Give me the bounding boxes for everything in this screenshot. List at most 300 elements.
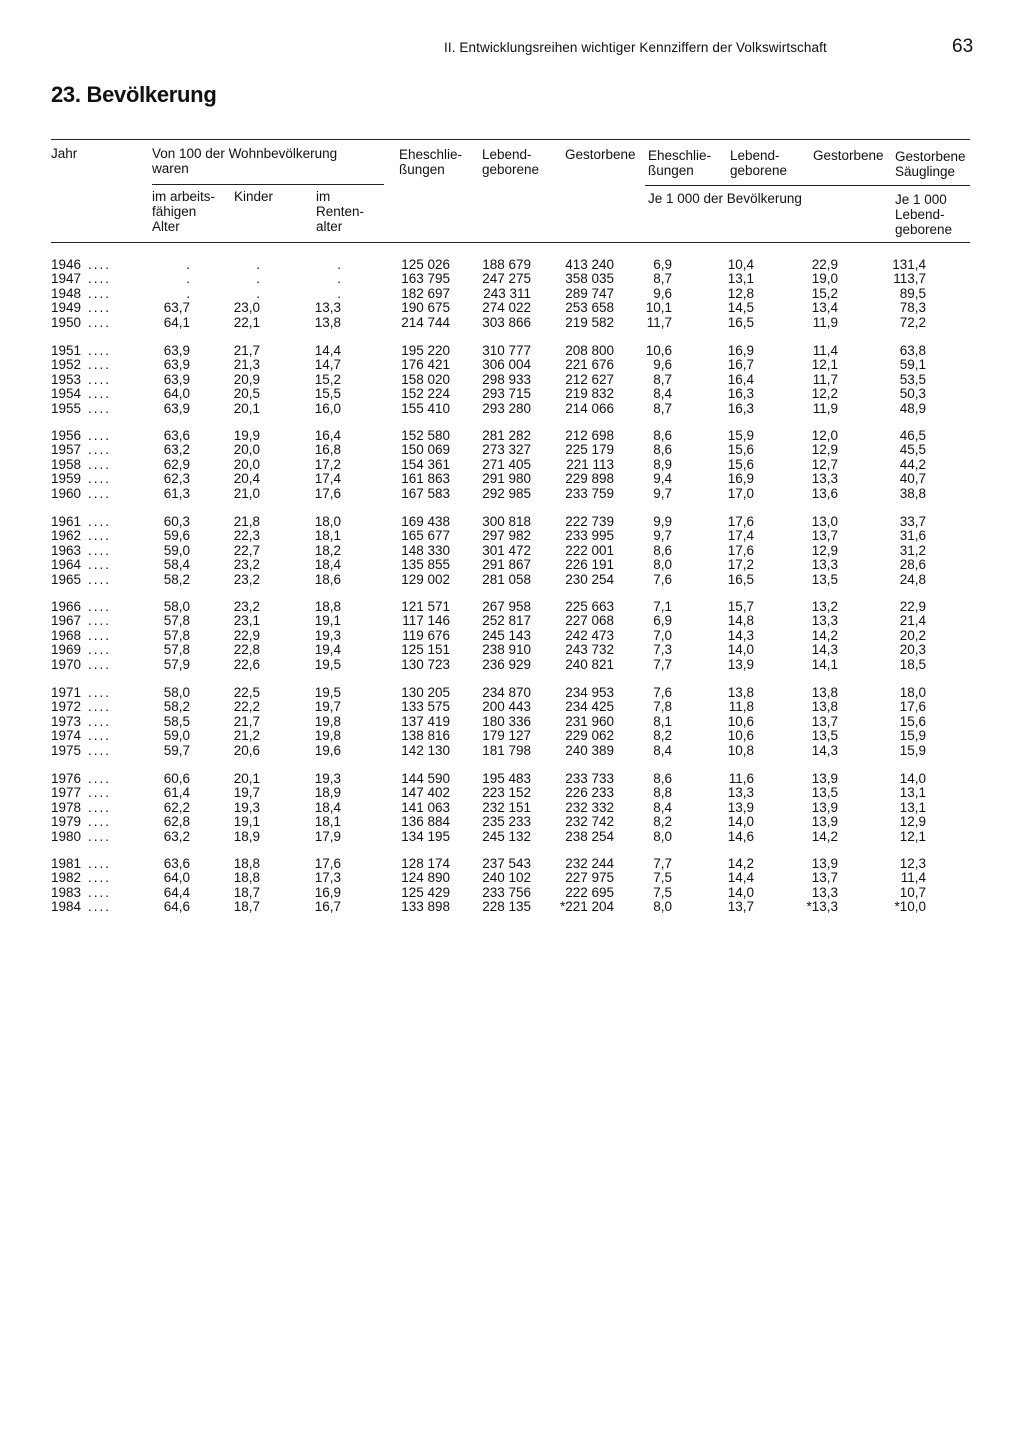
year-cell: 1949: [51, 300, 82, 316]
infant-death-cell: 38,8: [899, 485, 926, 501]
children-cell: 21,7: [233, 713, 260, 729]
children-cell: 21,8: [233, 514, 260, 529]
deaths-cell: 232 332: [565, 799, 614, 815]
marriage-rate-cell: 10,1: [645, 300, 672, 316]
marriages-cell: 169 438: [401, 514, 450, 529]
table-row: [0, 786, 1024, 800]
birth-rate-cell: 17,6: [727, 514, 754, 529]
live-births-cell: 281 282: [482, 428, 531, 443]
marriage-rate-cell: 8,6: [653, 771, 672, 786]
live-births-cell: 252 817: [482, 613, 531, 629]
birth-rate-cell: 15,6: [727, 442, 754, 458]
working-age-cell: .: [186, 285, 190, 301]
column-headers: [0, 140, 1024, 246]
marriages-cell: 195 220: [401, 343, 450, 358]
working-age-cell: 59,7: [163, 742, 190, 758]
birth-rate-cell: 14,2: [727, 856, 754, 871]
children-cell: 18,8: [233, 856, 260, 871]
live-births-cell: 234 870: [482, 685, 531, 700]
table-row: [0, 472, 1024, 486]
year-cell: 1970: [51, 656, 82, 672]
deaths-cell: 238 254: [565, 828, 614, 844]
pension-age-cell: 19,5: [314, 685, 341, 700]
live-births-cell: 292 985: [482, 485, 531, 501]
birth-rate-cell: 17,0: [727, 485, 754, 501]
working-age-cell: 64,0: [163, 386, 190, 402]
death-rate-cell: 12,7: [811, 456, 838, 472]
deaths-cell: 413 240: [565, 257, 614, 272]
birth-rate-cell: 15,6: [727, 456, 754, 472]
marriage-rate-cell: 10,6: [645, 343, 672, 358]
leader-dots: ....: [88, 314, 112, 330]
deaths-cell: 222 739: [565, 514, 614, 529]
children-cell: 22,9: [233, 627, 260, 643]
table-row: [0, 487, 1024, 501]
year-cell: 1963: [51, 542, 82, 558]
leader-dots: ....: [88, 371, 112, 387]
birth-rate-cell: 14,4: [727, 870, 754, 886]
pension-age-cell: 18,9: [314, 785, 341, 801]
working-age-cell: 63,6: [163, 856, 190, 871]
infant-death-cell: 45,5: [899, 442, 926, 458]
death-rate-cell: 12,9: [811, 442, 838, 458]
marriages-cell: 150 069: [401, 442, 450, 458]
table-row: [0, 643, 1024, 657]
marriage-rate-cell: 8,9: [653, 456, 672, 472]
table-row: [0, 344, 1024, 358]
marriages-cell: 125 429: [401, 884, 450, 900]
live-births-cell: 179 127: [482, 728, 531, 744]
children-cell: 22,2: [233, 699, 260, 715]
table-row: [0, 301, 1024, 315]
table-row: [0, 558, 1024, 572]
death-rate-cell: 13,3: [811, 613, 838, 629]
marriage-rate-cell: 9,9: [653, 514, 672, 529]
row-group: [0, 258, 1024, 338]
year-cell: 1954: [51, 386, 82, 402]
deaths-cell: 233 759: [565, 485, 614, 501]
pension-age-cell: 14,7: [314, 357, 341, 373]
leader-dots: ....: [88, 442, 112, 458]
marriages-cell: 133 898: [401, 899, 450, 915]
marriage-rate-cell: 9,6: [653, 357, 672, 373]
year-cell: 1965: [51, 571, 82, 587]
pension-age-cell: 17,6: [314, 856, 341, 871]
marriages-cell: 117 146: [402, 613, 450, 629]
pension-age-cell: 16,8: [314, 442, 341, 458]
marriage-rate-cell: 8,4: [653, 386, 672, 402]
col-head-per-1000-population: Je 1 000 der Bevölkerung: [648, 191, 802, 206]
working-age-cell: 57,8: [163, 642, 190, 658]
birth-rate-cell: 13,7: [727, 899, 754, 915]
leader-dots: ....: [88, 699, 112, 715]
year-cell: 1978: [51, 799, 82, 815]
marriage-rate-cell: 6,9: [653, 257, 672, 272]
infant-death-cell: 12,9: [899, 814, 926, 830]
death-rate-cell: 14,1: [811, 656, 838, 672]
live-births-cell: 188 679: [482, 257, 531, 272]
pension-age-cell: 17,6: [314, 485, 341, 501]
death-rate-cell: 13,9: [811, 771, 838, 786]
marriage-rate-cell: 6,9: [653, 613, 672, 629]
leader-dots: ....: [88, 728, 112, 744]
children-cell: 22,8: [233, 642, 260, 658]
live-births-cell: 245 132: [482, 828, 531, 844]
working-age-cell: 57,8: [163, 627, 190, 643]
death-rate-cell: 14,2: [811, 828, 838, 844]
marriage-rate-cell: 7,8: [653, 699, 672, 715]
leader-dots: ....: [88, 528, 112, 544]
year-cell: 1955: [51, 400, 82, 416]
leader-dots: ....: [88, 685, 112, 700]
row-group: [0, 600, 1024, 680]
deaths-cell: 230 254: [565, 571, 614, 587]
table-row: [0, 573, 1024, 587]
marriage-rate-cell: 8,0: [653, 557, 672, 573]
marriages-cell: 121 571: [401, 599, 450, 614]
birth-rate-cell: 16,7: [727, 357, 754, 373]
row-group: [0, 515, 1024, 595]
pension-age-cell: 19,7: [314, 699, 341, 715]
marriages-cell: 167 583: [401, 485, 450, 501]
death-rate-cell: 13,9: [811, 856, 838, 871]
birth-rate-cell: 13,3: [727, 785, 754, 801]
death-rate-cell: 11,9: [812, 314, 838, 330]
pension-age-cell: 19,8: [314, 728, 341, 744]
children-cell: .: [256, 271, 260, 287]
marriage-rate-cell: 8,7: [653, 371, 672, 387]
page-header: [0, 36, 1024, 60]
live-births-cell: 236 929: [482, 656, 531, 672]
pension-age-cell: .: [337, 257, 341, 272]
deaths-cell: 212 627: [565, 371, 614, 387]
table-row: [0, 358, 1024, 372]
table-row: [0, 700, 1024, 714]
working-age-cell: 58,0: [163, 599, 190, 614]
leader-dots: ....: [88, 642, 112, 658]
death-rate-cell: 13,0: [811, 514, 838, 529]
deaths-cell: 226 233: [565, 785, 614, 801]
marriage-rate-cell: 11,7: [646, 314, 672, 330]
table-row: [0, 402, 1024, 416]
working-age-cell: 58,0: [163, 685, 190, 700]
marriages-cell: 129 002: [401, 571, 450, 587]
deaths-cell: 242 473: [565, 627, 614, 643]
children-cell: 22,6: [233, 656, 260, 672]
pension-age-cell: 18,1: [314, 528, 341, 544]
death-rate-cell: 13,9: [811, 799, 838, 815]
marriages-cell: 161 863: [401, 471, 450, 487]
working-age-cell: 58,4: [163, 557, 190, 573]
live-births-cell: 240 102: [482, 870, 531, 886]
birth-rate-cell: 15,9: [727, 428, 754, 443]
infant-death-cell: 11,4: [900, 870, 926, 886]
marriages-cell: 119 676: [402, 627, 450, 643]
pension-age-cell: 19,1: [314, 613, 341, 629]
birth-rate-cell: 16,3: [727, 386, 754, 402]
infant-death-cell: 20,3: [899, 642, 926, 658]
year-cell: 1975: [51, 742, 82, 758]
marriage-rate-cell: 8,6: [653, 442, 672, 458]
marriage-rate-cell: 8,6: [653, 428, 672, 443]
infant-death-cell: 12,3: [899, 856, 926, 871]
deaths-cell: 243 732: [565, 642, 614, 658]
marriages-cell: 135 855: [401, 557, 450, 573]
year-cell: 1960: [51, 485, 82, 501]
death-rate-cell: 13,3: [811, 557, 838, 573]
leader-dots: ....: [88, 899, 112, 915]
table-row: [0, 614, 1024, 628]
pension-age-cell: 19,8: [314, 713, 341, 729]
marriages-cell: 142 130: [401, 742, 450, 758]
col-head-jahr: Jahr: [51, 146, 78, 161]
year-cell: 1980: [51, 828, 82, 844]
infant-death-cell: 15,9: [899, 742, 926, 758]
deaths-cell: 219 832: [565, 386, 614, 402]
birth-rate-cell: 16,9: [727, 343, 754, 358]
birth-rate-cell: 10,4: [727, 257, 754, 272]
infant-death-cell: 89,5: [899, 285, 926, 301]
infant-death-cell: 22,9: [899, 599, 926, 614]
deaths-cell: 240 821: [565, 656, 614, 672]
marriages-cell: 134 195: [401, 828, 450, 844]
birth-rate-cell: 17,2: [727, 557, 754, 573]
marriages-cell: 125 026: [401, 257, 450, 272]
children-cell: 19,7: [233, 785, 260, 801]
year-cell: 1974: [51, 728, 82, 744]
live-births-cell: 195 483: [482, 771, 531, 786]
year-cell: 1977: [51, 785, 82, 801]
death-rate-cell: 14,3: [811, 642, 838, 658]
pension-age-cell: 16,9: [314, 884, 341, 900]
infant-death-cell: 50,3: [899, 386, 926, 402]
pension-age-cell: 18,1: [314, 814, 341, 830]
children-cell: 23,2: [233, 599, 260, 614]
deaths-cell: 214 066: [565, 400, 614, 416]
table-row: [0, 443, 1024, 457]
deaths-cell: 240 389: [565, 742, 614, 758]
deaths-cell: 227 068: [565, 613, 614, 629]
working-age-cell: 57,8: [163, 613, 190, 629]
birth-rate-cell: 14,0: [727, 884, 754, 900]
section-title: II. Entwicklungsreihen wichtiger Kennziffern der Volkswirtschaft: [444, 40, 827, 55]
table-title: 23. Bevölkerung: [51, 82, 217, 107]
col-head-infant-deaths: Gestorbene Säuglinge: [895, 149, 966, 179]
infant-death-cell: 72,2: [899, 314, 926, 330]
marriages-cell: 154 361: [401, 456, 450, 472]
marriage-rate-cell: 7,0: [653, 627, 672, 643]
page-number: 63: [952, 36, 974, 57]
leader-dots: ....: [88, 285, 112, 301]
year-cell: 1956: [51, 428, 82, 443]
death-rate-cell: 12,0: [811, 428, 838, 443]
infant-death-cell: 13,1: [899, 785, 926, 801]
leader-dots: ....: [88, 814, 112, 830]
year-cell: 1961: [51, 514, 82, 529]
live-births-cell: 243 311: [483, 285, 531, 301]
pension-age-cell: .: [337, 285, 341, 301]
col-head-marriages-abs: Eheschlie- ßungen: [399, 147, 463, 177]
infant-death-cell: *10,0: [894, 899, 926, 915]
col-head-per-1000-births: Je 1 000 Lebend- geborene: [895, 192, 953, 237]
leader-dots: ....: [88, 456, 112, 472]
birth-rate-cell: 11,6: [728, 771, 754, 786]
marriage-rate-cell: 8,2: [653, 814, 672, 830]
marriage-rate-cell: 8,1: [653, 713, 672, 729]
leader-dots: ....: [88, 428, 112, 443]
marriage-rate-cell: 8,2: [653, 728, 672, 744]
working-age-cell: 58,2: [163, 699, 190, 715]
pension-age-cell: 16,7: [314, 899, 341, 915]
deaths-cell: 225 179: [565, 442, 614, 458]
live-births-cell: 303 866: [482, 314, 531, 330]
marriage-rate-cell: 8,4: [653, 742, 672, 758]
leader-dots: ....: [88, 357, 112, 373]
infant-death-cell: 46,5: [899, 428, 926, 443]
birth-rate-cell: 15,7: [727, 599, 754, 614]
working-age-cell: 63,6: [163, 428, 190, 443]
death-rate-cell: 14,3: [811, 742, 838, 758]
birth-rate-cell: 14,0: [727, 814, 754, 830]
table-row: [0, 529, 1024, 543]
table-row: [0, 744, 1024, 758]
leader-dots: ....: [88, 656, 112, 672]
marriage-rate-cell: 7,7: [653, 856, 672, 871]
marriages-cell: 190 675: [401, 300, 450, 316]
marriage-rate-cell: 7,3: [653, 642, 672, 658]
pension-age-cell: 19,3: [314, 771, 341, 786]
table-row: [0, 686, 1024, 700]
table-row: [0, 515, 1024, 529]
birth-rate-cell: 14,8: [727, 613, 754, 629]
birth-rate-cell: 14,3: [727, 627, 754, 643]
birth-rate-cell: 16,4: [727, 371, 754, 387]
year-cell: 1982: [51, 870, 82, 886]
infant-death-cell: 18,0: [899, 685, 926, 700]
infant-death-cell: 10,7: [899, 884, 926, 900]
year-cell: 1947: [51, 271, 82, 287]
year-cell: 1984: [51, 899, 82, 915]
marriages-cell: 133 575: [401, 699, 450, 715]
death-rate-cell: 12,1: [811, 357, 838, 373]
marriage-rate-cell: 7,7: [653, 656, 672, 672]
death-rate-cell: 13,8: [811, 699, 838, 715]
deaths-cell: 222 695: [565, 884, 614, 900]
children-cell: 18,8: [233, 870, 260, 886]
pension-age-cell: 18,2: [314, 542, 341, 558]
year-cell: 1958: [51, 456, 82, 472]
row-group: [0, 686, 1024, 766]
year-cell: 1971: [51, 685, 82, 700]
birth-rate-cell: 10,6: [727, 713, 754, 729]
infant-death-cell: 20,2: [899, 627, 926, 643]
birth-rate-cell: 12,8: [727, 285, 754, 301]
birth-rate-cell: 17,4: [727, 528, 754, 544]
table-body: [0, 258, 1024, 938]
col-head-live-births-abs: Lebend- geborene: [482, 147, 540, 177]
infant-death-cell: 18,5: [899, 656, 926, 672]
leader-dots: ....: [88, 386, 112, 402]
children-cell: 20,5: [233, 386, 260, 402]
marriage-rate-cell: 8,6: [653, 542, 672, 558]
working-age-cell: 63,9: [163, 357, 190, 373]
table-row: [0, 715, 1024, 729]
leader-dots: ....: [88, 799, 112, 815]
birth-rate-cell: 13,9: [727, 799, 754, 815]
infant-death-cell: 28,6: [899, 557, 926, 573]
marriages-cell: 158 020: [401, 371, 450, 387]
deaths-cell: 212 698: [565, 428, 614, 443]
death-rate-cell: 12,2: [811, 386, 838, 402]
working-age-cell: 57,9: [163, 656, 190, 672]
working-age-cell: 62,2: [163, 799, 190, 815]
header-subrule-rates: [645, 185, 970, 186]
working-age-cell: 63,2: [163, 442, 190, 458]
live-births-cell: 293 715: [482, 386, 531, 402]
children-cell: 21,0: [233, 485, 260, 501]
live-births-cell: 310 777: [482, 343, 531, 358]
marriage-rate-cell: 9,7: [653, 528, 672, 544]
deaths-cell: 222 001: [565, 542, 614, 558]
year-cell: 1950: [51, 314, 82, 330]
pension-age-cell: 16,0: [314, 400, 341, 416]
birth-rate-cell: 10,8: [727, 742, 754, 758]
pension-age-cell: 18,6: [314, 571, 341, 587]
table-row: [0, 900, 1024, 914]
leader-dots: ....: [88, 713, 112, 729]
working-age-cell: 63,9: [163, 400, 190, 416]
leader-dots: ....: [88, 542, 112, 558]
leader-dots: ....: [88, 400, 112, 416]
birth-rate-cell: 16,5: [727, 314, 754, 330]
death-rate-cell: 19,0: [811, 271, 838, 287]
pension-age-cell: 18,0: [314, 514, 341, 529]
marriage-rate-cell: 7,6: [653, 685, 672, 700]
pension-age-cell: 14,4: [314, 343, 341, 358]
year-cell: 1964: [51, 557, 82, 573]
infant-death-cell: 59,1: [899, 357, 926, 373]
live-births-cell: 293 280: [482, 400, 531, 416]
pension-age-cell: 18,4: [314, 799, 341, 815]
marriage-rate-cell: 8,7: [653, 400, 672, 416]
pension-age-cell: 16,4: [314, 428, 341, 443]
pension-age-cell: 18,8: [314, 599, 341, 614]
deaths-cell: 289 747: [565, 285, 614, 301]
marriages-cell: 165 677: [401, 528, 450, 544]
children-cell: 20,4: [233, 471, 260, 487]
pension-age-cell: 19,5: [314, 656, 341, 672]
year-cell: 1972: [51, 699, 82, 715]
birth-rate-cell: 13,9: [727, 656, 754, 672]
marriages-cell: 182 697: [401, 285, 450, 301]
live-births-cell: 200 443: [482, 699, 531, 715]
year-cell: 1948: [51, 285, 82, 301]
marriages-cell: 152 580: [401, 428, 450, 443]
leader-dots: ....: [88, 343, 112, 358]
marriages-cell: 155 410: [401, 400, 450, 416]
deaths-cell: 232 742: [565, 814, 614, 830]
marriages-cell: 141 063: [401, 799, 450, 815]
leader-dots: ....: [88, 884, 112, 900]
marriages-cell: 124 890: [401, 870, 450, 886]
col-head-children: Kinder: [234, 189, 274, 204]
leader-dots: ....: [88, 870, 112, 886]
live-births-cell: 228 135: [482, 899, 531, 915]
death-rate-cell: 13,5: [811, 785, 838, 801]
year-cell: 1967: [51, 613, 82, 629]
children-cell: 18,9: [233, 828, 260, 844]
working-age-cell: 60,6: [163, 771, 190, 786]
